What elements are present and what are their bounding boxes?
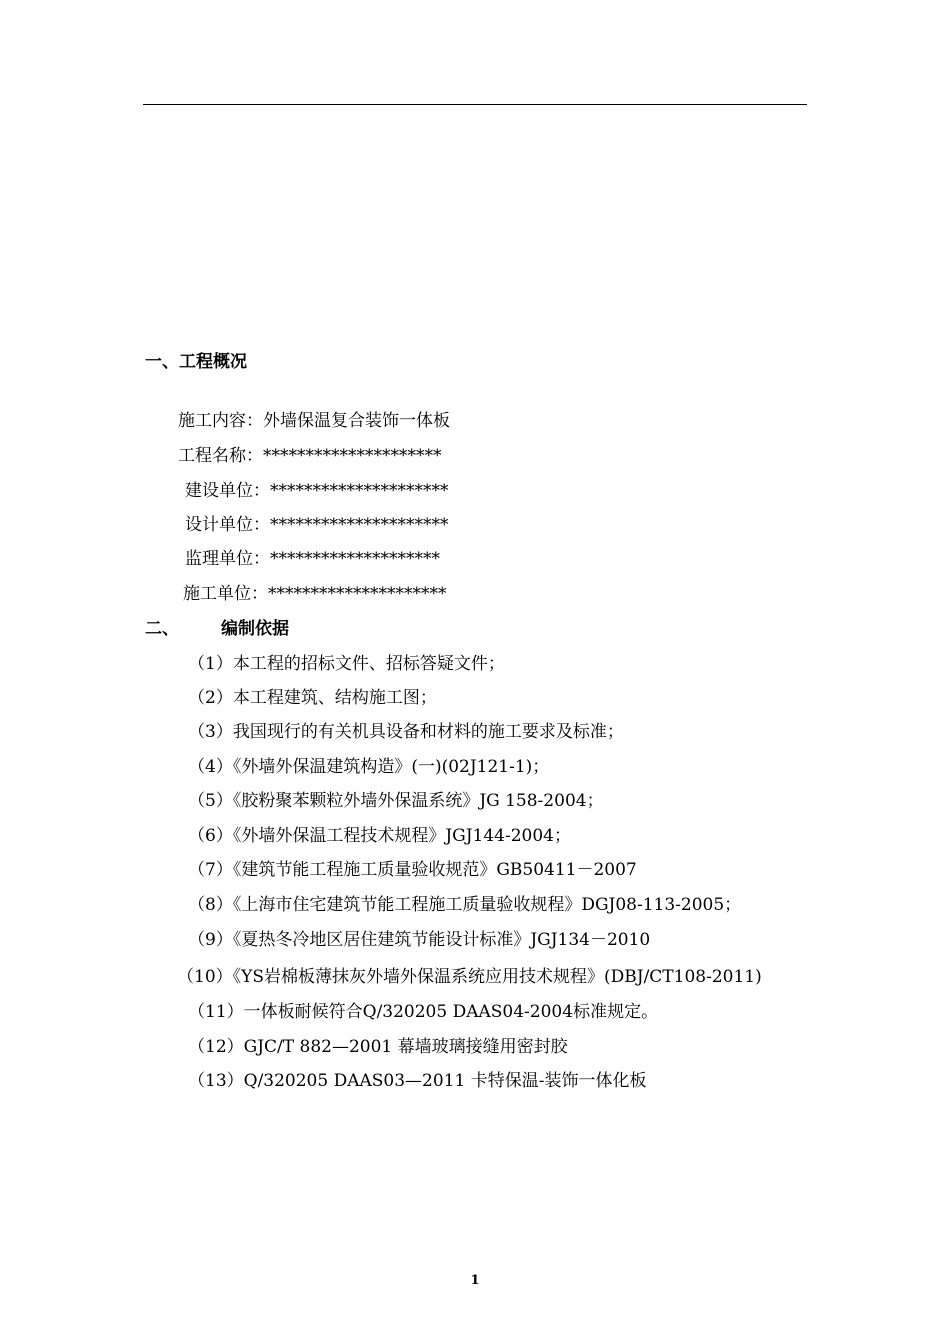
field-owner-unit: 建设单位：********************* xyxy=(185,481,449,501)
basis-item-10: （10）《YS岩棉板薄抹灰外墙外保温系统应用技术规程》(DBJ/CT108-2011) xyxy=(177,967,762,987)
basis-item-5: （5）《胶粉聚苯颗粒外墙外保温系统》JG 158-2004； xyxy=(188,791,604,811)
basis-item-12: （12）GJC/T 882—2001 幕墙玻璃接缝用密封胶 xyxy=(188,1037,568,1057)
basis-item-9: （9）《夏热冬冷地区居住建筑节能设计标准》JGJ134－2010 xyxy=(188,930,651,950)
field-project-name: 工程名称：********************* xyxy=(178,446,442,466)
basis-item-1: （1）本工程的招标文件、招标答疑文件； xyxy=(188,654,505,674)
basis-item-8: （8）《上海市住宅建筑节能工程施工质量验收规程》DGJ08-113-2005； xyxy=(188,895,742,915)
header-rule xyxy=(143,104,807,105)
section-1-heading: 一、工程概况 xyxy=(145,352,247,372)
page-number: 1 xyxy=(470,1273,480,1288)
basis-item-11: （11）一体板耐候符合Q/320205 DAAS04-2004标准规定。 xyxy=(188,1002,659,1022)
basis-item-7: （7）《建筑节能工程施工质量验收规范》GB50411－2007 xyxy=(188,860,637,880)
field-design-unit: 设计单位：********************* xyxy=(185,515,449,535)
field-construction-content: 施工内容：外墙保温复合装饰一体板 xyxy=(178,411,450,431)
basis-item-2: （2）本工程建筑、结构施工图； xyxy=(188,688,437,708)
section-2-title: 编制依据 xyxy=(221,619,289,639)
field-contractor-unit: 施工单位：********************* xyxy=(183,584,447,604)
basis-item-3: （3）我国现行的有关机具设备和材料的施工要求及标准； xyxy=(188,722,624,742)
basis-item-4: （4）《外墙外保温建筑构造》(一)(02J121-1)； xyxy=(188,757,550,777)
field-supervision-unit: 监理单位：******************** xyxy=(185,549,440,569)
section-2-number: 二、 xyxy=(145,619,179,639)
basis-item-13: （13）Q/320205 DAAS03—2011 卡特保温-装饰一体化板 xyxy=(188,1071,647,1091)
basis-item-6: （6）《外墙外保温工程技术规程》JGJ144-2004； xyxy=(188,826,571,846)
